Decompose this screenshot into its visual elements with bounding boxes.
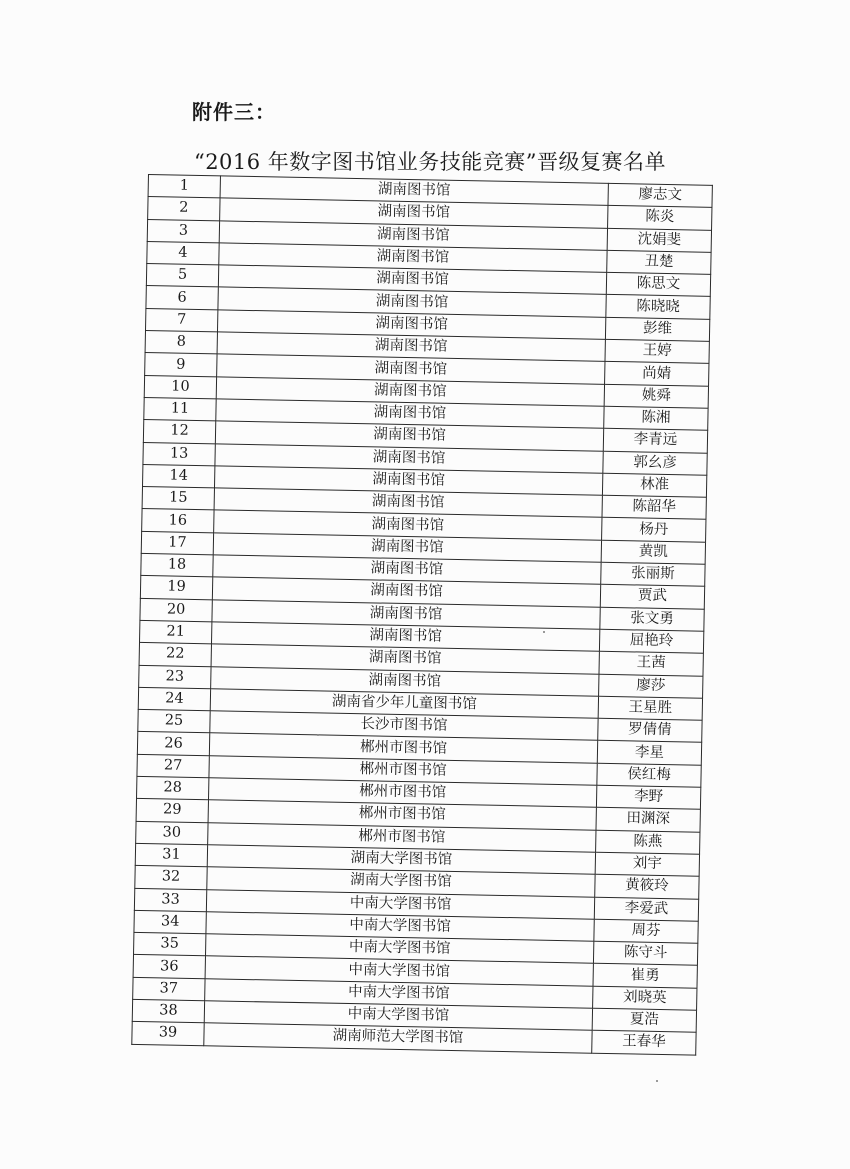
library-cell: 湖南图书馆 xyxy=(216,399,604,429)
library-cell: 湖南师范大学图书馆 xyxy=(204,1023,592,1053)
library-cell: 湖南大学图书馆 xyxy=(207,845,595,875)
row-number-cell: 15 xyxy=(142,487,214,511)
library-cell: 湖南图书馆 xyxy=(220,176,608,206)
library-cell: 湖南图书馆 xyxy=(219,220,607,250)
contestant-name-cell: 黄凯 xyxy=(601,540,705,564)
row-number-cell: 17 xyxy=(141,531,213,555)
contestant-name-cell: 黄筱玲 xyxy=(595,874,699,898)
row-number-cell: 33 xyxy=(134,888,206,912)
row-number-cell: 11 xyxy=(144,397,216,421)
row-number-cell: 20 xyxy=(140,598,212,622)
row-number-cell: 21 xyxy=(140,620,212,644)
library-cell: 中南大学图书馆 xyxy=(206,889,594,919)
row-number-cell: 16 xyxy=(142,509,214,533)
scan-speck xyxy=(656,1080,658,1082)
library-cell: 郴州市图书馆 xyxy=(208,822,596,852)
contestant-name-cell: 李星 xyxy=(597,741,701,765)
scan-speck xyxy=(543,631,545,633)
row-number-cell: 30 xyxy=(136,821,208,845)
row-number-cell: 23 xyxy=(139,665,211,689)
contestant-name-cell: 陈守斗 xyxy=(593,941,697,965)
row-number-cell: 2 xyxy=(148,197,220,221)
row-number-cell: 3 xyxy=(147,219,219,243)
row-number-cell: 27 xyxy=(137,754,209,778)
row-number-cell: 9 xyxy=(145,353,217,377)
row-number-cell: 25 xyxy=(138,710,210,734)
row-number-cell: 1 xyxy=(148,175,220,199)
library-cell: 湖南图书馆 xyxy=(213,555,601,585)
contestant-name-cell: 陈晓晓 xyxy=(606,295,710,319)
library-cell: 湖南图书馆 xyxy=(212,599,600,629)
contestant-name-cell: 沈娟斐 xyxy=(607,228,711,252)
row-number-cell: 37 xyxy=(133,977,205,1001)
contestant-name-cell: 王婷 xyxy=(605,339,709,363)
library-cell: 湖南图书馆 xyxy=(215,443,603,473)
library-cell: 郴州市图书馆 xyxy=(208,778,596,808)
contestant-name-cell: 夏浩 xyxy=(592,1008,696,1032)
contestant-name-cell: 廖莎 xyxy=(599,674,703,698)
row-number-cell: 31 xyxy=(135,843,207,867)
row-number-cell: 4 xyxy=(147,241,219,265)
contestant-name-cell: 丑楚 xyxy=(607,250,711,274)
library-cell: 湖南图书馆 xyxy=(218,265,606,295)
contestant-name-cell: 贾武 xyxy=(600,585,704,609)
library-cell: 郴州市图书馆 xyxy=(209,756,597,786)
library-cell: 郴州市图书馆 xyxy=(209,733,597,763)
contestant-name-cell: 陈湘 xyxy=(604,406,708,430)
row-number-cell: 36 xyxy=(133,955,205,979)
roster-body xyxy=(132,175,713,1055)
row-number-cell: 8 xyxy=(145,331,217,355)
contestant-name-cell: 王茜 xyxy=(599,651,703,675)
row-number-cell: 32 xyxy=(135,866,207,890)
library-cell: 湖南图书馆 xyxy=(214,510,602,540)
contestant-name-cell: 陈韶华 xyxy=(602,495,706,519)
contestant-name-cell: 刘晓英 xyxy=(593,986,697,1010)
library-cell: 湖南图书馆 xyxy=(217,332,605,362)
contestant-name-cell: 王星胜 xyxy=(598,696,702,720)
library-cell: 中南大学图书馆 xyxy=(205,934,593,964)
contestant-name-cell: 周芬 xyxy=(594,919,698,943)
contestant-name-cell: 廖志文 xyxy=(608,183,712,207)
library-cell: 湖南图书馆 xyxy=(218,287,606,317)
row-number-cell: 35 xyxy=(134,932,206,956)
contestant-name-cell: 彭维 xyxy=(605,317,709,341)
contestant-name-cell: 尚婧 xyxy=(605,362,709,386)
row-number-cell: 38 xyxy=(132,999,204,1023)
library-cell: 湖南图书馆 xyxy=(211,644,599,674)
row-number-cell: 14 xyxy=(142,464,214,488)
contestant-name-cell: 陈燕 xyxy=(596,830,700,854)
library-cell: 湖南图书馆 xyxy=(214,488,602,518)
library-cell: 中南大学图书馆 xyxy=(205,956,593,986)
attachment-label: 附件三： xyxy=(192,100,276,124)
contestant-name-cell: 李野 xyxy=(596,785,700,809)
contestant-name-cell: 屈艳玲 xyxy=(599,629,703,653)
library-cell: 湖南图书馆 xyxy=(211,666,599,696)
row-number-cell: 39 xyxy=(132,1022,204,1046)
library-cell: 中南大学图书馆 xyxy=(205,978,593,1008)
library-cell: 湖南图书馆 xyxy=(211,622,599,652)
row-number-cell: 29 xyxy=(136,799,208,823)
scan-speck xyxy=(317,734,319,736)
row-number-cell: 18 xyxy=(141,553,213,577)
contestant-name-cell: 刘宇 xyxy=(595,852,699,876)
contestant-name-cell: 李爱武 xyxy=(594,897,698,921)
library-cell: 湖南图书馆 xyxy=(217,310,605,340)
contestant-name-cell: 陈思文 xyxy=(606,273,710,297)
library-cell: 湖南图书馆 xyxy=(213,533,601,563)
library-cell: 湖南图书馆 xyxy=(215,421,603,451)
contestant-name-cell: 田渊深 xyxy=(596,808,700,832)
row-number-cell: 34 xyxy=(134,910,206,934)
library-cell: 湖南图书馆 xyxy=(217,354,605,384)
contestant-name-cell: 杨丹 xyxy=(602,518,706,542)
row-number-cell: 13 xyxy=(143,442,215,466)
contestant-name-cell: 张文勇 xyxy=(600,607,704,631)
library-cell: 湖南图书馆 xyxy=(219,243,607,273)
library-cell: 中南大学图书馆 xyxy=(204,1001,592,1031)
library-cell: 中南大学图书馆 xyxy=(206,912,594,942)
library-cell: 长沙市图书馆 xyxy=(210,711,598,741)
contestant-name-cell: 罗倩倩 xyxy=(598,718,702,742)
library-cell: 湖南省少年儿童图书馆 xyxy=(210,689,598,719)
row-number-cell: 12 xyxy=(143,420,215,444)
qualifier-roster-table xyxy=(131,174,713,1055)
library-cell: 湖南图书馆 xyxy=(214,466,602,496)
row-number-cell: 6 xyxy=(146,286,218,310)
library-cell: 郴州市图书馆 xyxy=(208,800,596,830)
row-number-cell: 28 xyxy=(137,776,209,800)
library-cell: 湖南图书馆 xyxy=(216,377,604,407)
row-number-cell: 22 xyxy=(139,643,211,667)
contestant-name-cell: 郭幺彦 xyxy=(603,451,707,475)
row-number-cell: 7 xyxy=(145,308,217,332)
library-cell: 湖南大学图书馆 xyxy=(207,867,595,897)
row-number-cell: 19 xyxy=(140,576,212,600)
row-number-cell: 24 xyxy=(138,687,210,711)
contestant-name-cell: 侯红梅 xyxy=(597,763,701,787)
row-number-cell: 26 xyxy=(137,732,209,756)
contestant-name-cell: 王春华 xyxy=(592,1030,696,1054)
contestant-name-cell: 姚舜 xyxy=(604,384,708,408)
row-number-cell: 5 xyxy=(146,264,218,288)
contestant-name-cell: 陈炎 xyxy=(608,206,712,230)
contestant-name-cell: 林准 xyxy=(602,473,706,497)
contestant-name-cell: 李青远 xyxy=(603,429,707,453)
library-cell: 湖南图书馆 xyxy=(212,577,600,607)
contestant-name-cell: 张丽斯 xyxy=(601,562,705,586)
document-title: “2016 年数字图书馆业务技能竞赛”晋级复赛名单 xyxy=(193,150,667,174)
row-number-cell: 10 xyxy=(144,375,216,399)
library-cell: 湖南图书馆 xyxy=(220,198,608,228)
contestant-name-cell: 崔勇 xyxy=(593,964,697,988)
